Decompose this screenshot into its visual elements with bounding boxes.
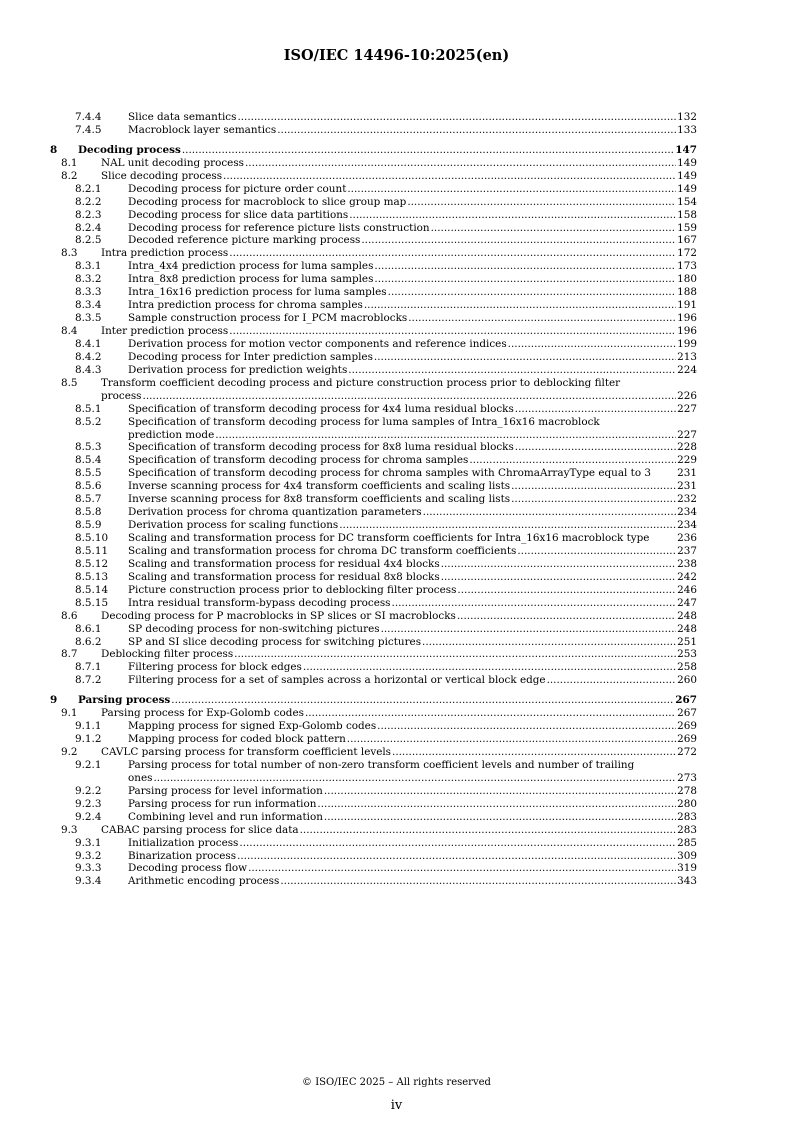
toc-entry[interactable] xyxy=(50,403,697,416)
toc-entry-title: Inter prediction process xyxy=(101,325,229,337)
dot-leader xyxy=(229,247,676,260)
toc-entry[interactable] xyxy=(50,545,697,558)
page-number: iv xyxy=(390,1098,403,1113)
toc-entry[interactable] xyxy=(50,157,697,170)
dot-leader xyxy=(223,170,676,183)
toc-entry[interactable] xyxy=(50,674,697,687)
toc-entry-title: Decoding process for macroblock to slice group map xyxy=(128,195,407,208)
toc-entry-title: Parsing process for run information xyxy=(128,797,317,810)
toc-entry-title: Scaling and transformation process for residual 4x4 blocks xyxy=(128,557,440,570)
toc-entry-title: Decoding process for slice data partitions xyxy=(128,208,349,221)
toc-entry-number: 8.5.3 xyxy=(75,441,102,454)
toc-entry-number: 8.2.4 xyxy=(75,221,102,234)
toc-entry-title: CAVLC parsing process for transform coefficient levels xyxy=(101,746,392,759)
toc-entry-title: Decoding process for reference picture lists construction xyxy=(128,221,430,234)
toc-entry-title: Derivation process for scaling functions xyxy=(128,519,339,532)
toc-entry-title: Initialization process xyxy=(128,836,239,849)
toc-entry-title: Scaling and transformation process for DC transform coefficients for Intra_16x16 macroblock type xyxy=(128,532,650,545)
toc-entry[interactable] xyxy=(50,798,697,811)
dot-leader xyxy=(229,325,676,338)
toc-entry-title: Slice decoding process xyxy=(101,169,223,182)
toc-entry-number: 8.5.1 xyxy=(75,402,102,415)
toc-entry-number: 8.7.1 xyxy=(75,661,102,674)
toc-entry[interactable] xyxy=(50,837,697,850)
dot-leader xyxy=(374,273,676,286)
toc-entry-title: Inverse scanning process for 4x4 transform coefficients and scaling lists xyxy=(128,480,511,493)
dot-leader xyxy=(364,299,676,312)
toc-entry-number: 8.5.9 xyxy=(75,519,102,532)
toc-entry-number: 8.5.14 xyxy=(75,583,109,596)
toc-entry[interactable] xyxy=(50,584,697,597)
toc-entry-number: 8.5.5 xyxy=(75,467,102,480)
toc-entry-page: 227 xyxy=(677,402,697,415)
dot-leader xyxy=(457,584,676,597)
toc-entry[interactable] xyxy=(50,377,697,403)
toc-entry-title: Derivation process for motion vector components and reference indices xyxy=(128,337,507,350)
toc-entry[interactable] xyxy=(50,441,697,454)
toc-entry-number: 8.2.5 xyxy=(75,234,102,247)
toc-entry[interactable] xyxy=(50,610,697,623)
toc-entry-page: 132 xyxy=(677,111,697,123)
toc-entry-title: Intra prediction process xyxy=(101,247,229,260)
toc-entry[interactable] xyxy=(50,571,697,584)
toc-entry-page: 251 xyxy=(677,635,697,648)
dot-leader xyxy=(300,824,677,837)
toc-entry-number: 9.1.2 xyxy=(75,733,102,746)
toc-entry-number: 8.3 xyxy=(61,247,78,260)
toc-entry-page: 309 xyxy=(677,849,697,862)
toc-entry[interactable] xyxy=(50,519,697,532)
toc-entry-page: 234 xyxy=(677,519,697,532)
toc-entry[interactable] xyxy=(50,234,697,247)
toc-entry-page: 269 xyxy=(677,733,697,746)
dot-leader xyxy=(408,312,676,325)
toc-entry-number: 9.1 xyxy=(61,707,78,720)
toc-entry[interactable] xyxy=(50,299,697,312)
toc-entry-page: 237 xyxy=(677,544,697,557)
toc-entry-number: 8.4.1 xyxy=(75,337,102,350)
toc-entry-title: Filtering process for a set of samples across a horizontal or vertical block edge xyxy=(128,674,546,687)
toc-entry-title: CABAC parsing process for slice data xyxy=(101,823,299,836)
toc-entry-number: 8.3.3 xyxy=(75,286,102,299)
toc-entry[interactable] xyxy=(50,824,697,837)
toc-entry-page: 267 xyxy=(677,707,697,720)
toc-entry-title: Decoding process for P macroblocks in SP slices or SI macroblocks xyxy=(101,609,456,622)
toc-entry[interactable] xyxy=(50,506,697,519)
toc-entry-page: 238 xyxy=(677,557,697,570)
toc-entry-page: 159 xyxy=(677,221,697,234)
toc-entry-title: Intra residual transform-bypass decoding process xyxy=(128,596,391,609)
toc-entry-title: Specification of transform decoding process for 8x8 luma residual blocks xyxy=(128,441,514,454)
table-of-contents xyxy=(50,111,697,888)
toc-entry-number: 9.3.1 xyxy=(75,836,102,849)
toc-entry-number: 7.4.4 xyxy=(75,111,102,123)
toc-entry[interactable] xyxy=(50,720,697,733)
toc-entry-number: 8.5.12 xyxy=(75,557,109,570)
toc-entry-number: 8.5.8 xyxy=(75,506,102,519)
toc-entry-number: 9.2.3 xyxy=(75,797,102,810)
dot-leader xyxy=(431,222,677,235)
dot-leader xyxy=(422,636,676,649)
dot-leader xyxy=(515,441,676,454)
toc-entry-page: 149 xyxy=(677,156,697,169)
toc-entry-number: 8 xyxy=(50,143,58,156)
toc-entry[interactable] xyxy=(50,661,697,674)
dot-leader xyxy=(407,196,676,209)
toc-entry-number: 9.2 xyxy=(61,746,78,759)
toc-entry[interactable] xyxy=(50,785,697,798)
toc-entry[interactable] xyxy=(50,286,697,299)
toc-entry-number: 8.7.2 xyxy=(75,674,102,687)
toc-entry-number: 9.3.4 xyxy=(75,875,102,888)
toc-entry-title: Intra prediction process for chroma samples xyxy=(128,299,363,312)
toc-entry-title: Slice data semantics xyxy=(128,111,237,123)
toc-entry-title: Picture construction process prior to deblocking filter process xyxy=(128,583,457,596)
dot-leader xyxy=(388,286,677,299)
toc-entry-page: 246 xyxy=(677,583,697,596)
dot-leader xyxy=(441,558,676,571)
dot-leader xyxy=(237,111,676,124)
toc-entry-title-continuation: process xyxy=(101,389,142,402)
toc-entry-page: 173 xyxy=(677,260,697,273)
dot-leader xyxy=(215,429,676,442)
toc-entry-page: 267 xyxy=(675,694,697,707)
toc-entry[interactable] xyxy=(50,636,697,649)
toc-entry-title: Derivation process for chroma quantization parameters xyxy=(128,506,422,519)
dot-leader xyxy=(339,519,676,532)
toc-entry-number: 9 xyxy=(50,694,58,707)
toc-entry-number: 8.5.6 xyxy=(75,480,102,493)
dot-leader xyxy=(277,124,676,137)
toc-entry[interactable] xyxy=(50,325,697,338)
toc-entry-page: 147 xyxy=(675,143,697,156)
toc-entry-page: 247 xyxy=(677,596,697,609)
toc-entry-title: Scaling and transformation process for chroma DC transform coefficients xyxy=(128,544,517,557)
toc-entry-page: 188 xyxy=(677,286,697,299)
toc-entry-number: 8.4.3 xyxy=(75,363,102,376)
toc-entry-page: 180 xyxy=(677,273,697,286)
toc-entry-title: Sample construction process for I_PCM macroblocks xyxy=(128,312,408,325)
toc-entry-page: 283 xyxy=(677,823,697,836)
toc-entry-page: 149 xyxy=(677,182,697,195)
toc-entry-number: 8.5.2 xyxy=(75,415,102,428)
dot-leader xyxy=(381,623,677,636)
toc-entry-page: 227 xyxy=(677,428,697,441)
toc-entry[interactable] xyxy=(50,196,697,209)
toc-entry-number: 9.2.2 xyxy=(75,784,102,797)
toc-entry-page: 196 xyxy=(677,312,697,325)
toc-entry-page: 273 xyxy=(677,771,697,784)
dot-leader xyxy=(392,746,676,759)
toc-entry-number: 9.3 xyxy=(61,823,78,836)
toc-entry-number: 8.3.1 xyxy=(75,260,102,273)
dot-leader xyxy=(305,707,676,720)
toc-entry[interactable] xyxy=(50,707,697,720)
toc-entry-page: 248 xyxy=(677,609,697,622)
toc-entry-title: SP decoding process for non-switching pictures xyxy=(128,622,380,635)
toc-entry[interactable] xyxy=(50,247,697,260)
toc-entry-number: 9.2.1 xyxy=(75,758,102,771)
toc-entry-title: SP and SI slice decoding process for switching pictures xyxy=(128,635,422,648)
toc-entry[interactable] xyxy=(50,759,697,785)
toc-entry-title: Binarization process xyxy=(128,849,237,862)
toc-entry-page: 199 xyxy=(677,337,697,350)
toc-chapter-entry[interactable] xyxy=(50,144,697,157)
dot-leader xyxy=(511,493,676,506)
toc-entry[interactable] xyxy=(50,209,697,222)
toc-entry-number: 8.3.2 xyxy=(75,273,102,286)
toc-entry[interactable] xyxy=(50,416,697,442)
dot-leader xyxy=(245,157,676,170)
toc-entry[interactable] xyxy=(50,558,697,571)
dot-leader xyxy=(171,694,674,707)
toc-entry[interactable] xyxy=(50,273,697,286)
dot-leader xyxy=(234,648,676,661)
dot-leader xyxy=(377,720,676,733)
toc-entry-title: Deblocking filter process xyxy=(101,648,234,661)
toc-entry-title: Intra_4x4 prediction process for luma samples xyxy=(128,260,374,273)
toc-entry-number: 8.6.2 xyxy=(75,635,102,648)
toc-entry-title: Parsing process xyxy=(78,694,171,707)
toc-entry-page: 343 xyxy=(677,875,697,888)
toc-entry-title: Combining level and run information xyxy=(128,810,323,823)
toc-entry-number: 8.2.2 xyxy=(75,195,102,208)
dot-leader xyxy=(508,338,676,351)
toc-entry[interactable] xyxy=(50,183,697,196)
dot-leader xyxy=(547,674,677,687)
toc-entry-title: Filtering process for block edges xyxy=(128,661,302,674)
dot-leader xyxy=(324,785,676,798)
toc-entry-number: 9.2.4 xyxy=(75,810,102,823)
toc-entry[interactable] xyxy=(50,597,697,610)
toc-entry[interactable] xyxy=(50,454,697,467)
toc-entry-title: Parsing process for total number of non-zero transform coefficient levels and number of trailing xyxy=(128,758,635,771)
toc-entry-number: 7.4.5 xyxy=(75,123,102,136)
toc-entry-page: 158 xyxy=(677,208,697,221)
toc-entry-title: NAL unit decoding process xyxy=(101,156,244,169)
toc-entry-page: 319 xyxy=(677,862,697,875)
toc-entry-title: Decoding process xyxy=(78,143,181,156)
toc-entry[interactable] xyxy=(50,493,697,506)
toc-entry-title: Transform coefficient decoding process and picture construction process prior to deblocking filter xyxy=(101,376,621,389)
dot-leader xyxy=(348,364,676,377)
toc-entry-number: 8.1 xyxy=(61,156,78,169)
toc-entry[interactable] xyxy=(50,124,697,137)
toc-entry-page: 231 xyxy=(677,467,697,480)
toc-entry-title: Decoding process for picture order count xyxy=(128,182,347,195)
toc-entry-number: 8.3.5 xyxy=(75,312,102,325)
copyright-footer: © ISO/IEC 2025 – All rights reserved xyxy=(302,1077,491,1088)
toc-entry-page: 172 xyxy=(677,247,697,260)
dot-leader xyxy=(517,545,676,558)
toc-entry-title: Intra_16x16 prediction process for luma samples xyxy=(128,286,387,299)
dot-leader xyxy=(280,875,676,888)
toc-entry-number: 8.4 xyxy=(61,325,78,337)
toc-entry-title: Specification of transform decoding process for chroma samples with ChromaArrayType equal to 3 xyxy=(128,467,652,480)
dot-leader xyxy=(423,506,677,519)
toc-entry[interactable] xyxy=(50,260,697,273)
dot-leader xyxy=(248,862,676,875)
toc-entry[interactable] xyxy=(50,111,697,124)
dot-leader xyxy=(347,183,676,196)
toc-entry-number: 8.5.10 xyxy=(75,532,109,545)
dot-leader xyxy=(153,772,676,785)
toc-entry[interactable] xyxy=(50,480,697,493)
toc-entry-title: Specification of transform decoding process for chroma samples xyxy=(128,454,469,467)
toc-entry-title: Intra_8x8 prediction process for luma samples xyxy=(128,273,374,286)
toc-entry[interactable] xyxy=(50,351,697,364)
toc-entry[interactable] xyxy=(50,746,697,759)
dot-leader xyxy=(469,454,676,467)
toc-entry[interactable] xyxy=(50,733,697,746)
toc-entry[interactable] xyxy=(50,532,697,545)
toc-entry[interactable] xyxy=(50,364,697,377)
toc-entry[interactable] xyxy=(50,648,697,661)
toc-entry-page: 224 xyxy=(677,363,697,376)
toc-entry-page: 280 xyxy=(677,797,697,810)
toc-entry-title: Specification of transform decoding process for 4x4 luma residual blocks xyxy=(128,402,514,415)
dot-leader xyxy=(324,811,676,824)
toc-entry-page: 236 xyxy=(677,532,697,545)
dot-leader xyxy=(143,390,677,403)
dot-leader xyxy=(349,209,676,222)
dot-leader xyxy=(515,403,676,416)
toc-entry-title: Arithmetic encoding process xyxy=(128,875,280,888)
toc-entry-page: 229 xyxy=(677,454,697,467)
toc-entry-page: 154 xyxy=(677,195,697,208)
dot-leader xyxy=(374,260,676,273)
toc-entry-title: Inverse scanning process for 8x8 transform coefficients and scaling lists xyxy=(128,493,511,506)
toc-entry-page: 260 xyxy=(677,674,697,687)
toc-entry-title: Decoding process for Inter prediction samples xyxy=(128,350,373,363)
dot-leader xyxy=(392,597,677,610)
toc-entry-title: Parsing process for level information xyxy=(128,784,323,797)
toc-entry-page: 283 xyxy=(677,810,697,823)
toc-entry-number: 8.5.15 xyxy=(75,596,109,609)
dot-leader xyxy=(457,610,676,623)
toc-entry-number: 8.5 xyxy=(61,376,78,389)
dot-leader xyxy=(182,144,674,157)
toc-entry-number: 8.5.13 xyxy=(75,570,109,583)
toc-entry-page: 191 xyxy=(677,299,697,312)
toc-entry-title: Scaling and transformation process for residual 8x8 blocks xyxy=(128,570,440,583)
toc-entry-number: 8.6 xyxy=(61,609,78,622)
toc-entry[interactable] xyxy=(50,312,697,325)
toc-entry[interactable] xyxy=(50,623,697,636)
dot-leader xyxy=(441,571,676,584)
toc-entry-page: 253 xyxy=(677,648,697,661)
toc-entry[interactable] xyxy=(50,875,697,888)
toc-entry-page: 248 xyxy=(677,622,697,635)
toc-entry-page: 242 xyxy=(677,570,697,583)
toc-entry-number: 9.3.2 xyxy=(75,849,102,862)
toc-entry-page: 269 xyxy=(677,720,697,733)
dot-leader xyxy=(374,351,676,364)
dot-leader xyxy=(303,661,676,674)
dot-leader xyxy=(239,837,676,850)
toc-entry-page: 133 xyxy=(677,123,697,136)
toc-entry-title: Parsing process for Exp-Golomb codes xyxy=(101,707,304,720)
toc-entry-title: Mapping process for coded block pattern xyxy=(128,733,346,746)
toc-entry-number: 9.1.1 xyxy=(75,720,102,733)
toc-entry-number: 8.3.4 xyxy=(75,299,102,312)
toc-entry-number: 9.3.3 xyxy=(75,862,102,875)
toc-entry-title: Decoding process flow xyxy=(128,862,248,875)
dot-leader xyxy=(361,234,676,247)
toc-entry-page: 149 xyxy=(677,169,697,182)
toc-entry-title-continuation: prediction mode xyxy=(128,428,215,441)
toc-entry-title: Macroblock layer semantics xyxy=(128,123,277,136)
toc-entry-title: Derivation process for prediction weights xyxy=(128,363,348,376)
toc-entry[interactable] xyxy=(50,850,697,863)
toc-entry[interactable] xyxy=(50,467,697,480)
dot-leader xyxy=(237,850,676,863)
toc-entry-page: 278 xyxy=(677,784,697,797)
document-header: ISO/IEC 14496-10:2025(en) xyxy=(283,47,510,64)
toc-entry-number: 8.7 xyxy=(61,648,78,661)
toc-entry-title: Specification of transform decoding process for luma samples of Intra_16x16 macroblock xyxy=(128,415,600,428)
toc-chapter-entry[interactable] xyxy=(50,694,697,707)
dot-leader xyxy=(317,798,676,811)
toc-entry-page: 272 xyxy=(677,746,697,759)
toc-entry-title: Decoded reference picture marking process xyxy=(128,234,361,247)
dot-leader xyxy=(347,733,676,746)
toc-entry-page: 232 xyxy=(677,493,697,506)
toc-entry-page: 213 xyxy=(677,350,697,363)
toc-entry-page: 226 xyxy=(677,389,697,402)
toc-entry-page: 228 xyxy=(677,441,697,454)
toc-entry-number: 8.5.7 xyxy=(75,493,102,506)
toc-entry-number: 8.5.11 xyxy=(75,544,109,557)
toc-entry-number: 8.2.3 xyxy=(75,208,102,221)
toc-entry-page: 258 xyxy=(677,661,697,674)
toc-entry-number: 8.4.2 xyxy=(75,350,102,363)
toc-entry-page: 167 xyxy=(677,234,697,247)
toc-entry-number: 8.6.1 xyxy=(75,622,102,635)
toc-entry[interactable] xyxy=(50,170,697,183)
toc-entry-page: 285 xyxy=(677,836,697,849)
toc-entry-title-continuation: ones xyxy=(128,771,153,784)
toc-entry-number: 8.5.4 xyxy=(75,454,102,467)
dot-leader xyxy=(511,480,676,493)
toc-entry-number: 8.2.1 xyxy=(75,182,102,195)
toc-entry[interactable] xyxy=(50,222,697,235)
toc-entry[interactable] xyxy=(50,811,697,824)
toc-entry[interactable] xyxy=(50,862,697,875)
toc-entry-page: 234 xyxy=(677,506,697,519)
toc-entry-number: 8.2 xyxy=(61,169,78,182)
toc-entry-page: 231 xyxy=(677,480,697,493)
toc-entry-title: Mapping process for signed Exp-Golomb codes xyxy=(128,720,377,733)
toc-entry[interactable] xyxy=(50,338,697,351)
toc-entry-page: 196 xyxy=(677,325,697,337)
